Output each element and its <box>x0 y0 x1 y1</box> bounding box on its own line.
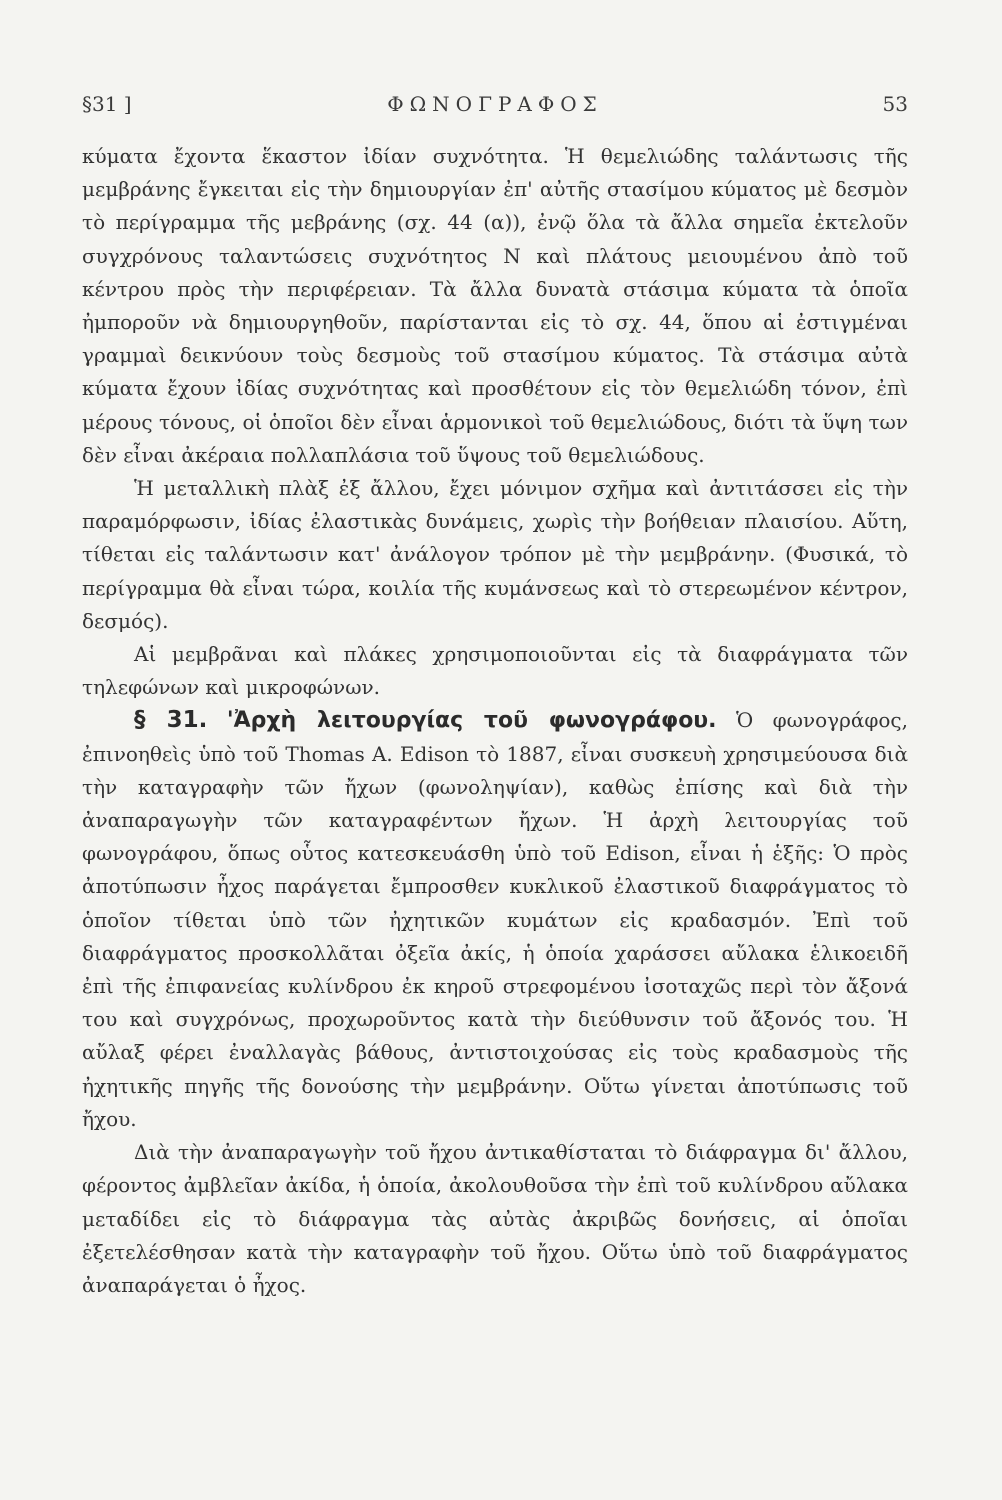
header-section-ref: §31 ] <box>82 92 132 116</box>
paragraph-continued: κύματα ἔχοντα ἕκαστον ἰδίαν συχνότητα. Ἡ θεμελιώδης ταλάντωσις τῆς μεμβράνης ἔγκειται εἰς τὴν δημιουργίαν ἐπ' αὐτῆς στασίμου κύματος μὲ δεσμὸν τὸ περίγραμμα τῆς μεβράνης (σχ. 44 (α)), ἐνῷ ὅλα τὰ ἄλλα σημεῖα ἐκτελοῦν συγχρόνους ταλαντώσεις συχνότητος N καὶ πλάτους μειουμένου ἀπὸ τοῦ κέντρου πρὸς τὴν περιφέρειαν. Τὰ ἄλλα δυνατὰ στάσιμα κύματα τὰ ὁποῖα ἠμποροῦν νὰ δημιουργηθοῦν, παρίστανται εἰς τὸ σχ. 44, ὅπου αἱ ἐστιγμέναι γραμμαὶ δεικνύουν τοὺς δεσμοὺς τοῦ στασίμου κύματος. Τὰ στάσιμα αὐτὰ κύματα ἔχουν ἰδίας συχνότητας καὶ προσθέτουν εἰς τὸν θεμελιώδη τόνον, ἐπὶ μέρους τόνους, οἱ ὁποῖοι δὲν εἶναι ἁρμονικοὶ τοῦ θεμελιώδους, διότι τὰ ὕψη των δὲν εἶναι ἀκέραια πολλαπλάσια τοῦ ὕψους τοῦ θεμελιώδους. <box>82 144 908 467</box>
paragraph-reproduction: Διὰ τὴν ἀναπαραγωγὴν τοῦ ἤχου ἀντικαθίσταται τὸ διάφραγμα δι' ἄλλου, φέροντος ἀμβλεῖαν ἀκίδα, ἡ ὁποία, ἀκολουθοῦσα τὴν ἐπὶ τοῦ κυλίνδρου αὔλακα μεταδίδει εἰς τὸ διάφραγμα τὰς αὐτὰς ἀκριβῶς δονήσεις, αἱ ὁποῖαι ἐξετελέσθησαν κατὰ τὴν καταγραφὴν τοῦ ἤχου. Οὕτω ὑπὸ τοῦ διαφράγματος ἀναπαράγεται ὁ ἦχος. <box>82 1140 908 1297</box>
header-title: ΦΩΝΟΓΡΑΦΟΣ <box>387 92 603 116</box>
paragraph-membranes: Αἱ μεμβρᾶναι καὶ πλάκες χρησιμοποιοῦνται εἰς τὰ διαφράγματα τῶν τηλεφώνων καὶ μικροφώνων. <box>82 642 908 700</box>
section-31-text: Ὁ φωνογράφος, ἐπινοηθεὶς ὑπὸ τοῦ Thomas A. Edison τὸ 1887, εἶναι συσκευὴ χρησιμεύουσα διὰ τὴν καταγραφὴν τῶν ἤχων (φωνοληψίαν), καθὼς ἐπίσης καὶ διὰ τὴν ἀναπαραγωγὴν τῶν καταγραφέντων ἤχων. Ἡ ἀρχὴ λειτουργίας τοῦ φωνογράφου, ὅπως οὗτος κατεσκευάσθη ὑπὸ τοῦ Edison, εἶναι ἡ ἑξῆς: Ὁ πρὸς ἀποτύπωσιν ἦχος παράγεται ἔμπροσθεν κυκλικοῦ ἐλαστικοῦ διαφράγματος τὸ ὁποῖον τίθεται ὑπὸ τῶν ἠχητικῶν κυμάτων εἰς κραδασμόν. Ἐπὶ τοῦ διαφράγματος προσκολλᾶται ὀξεῖα ἀκίς, ἡ ὁποία χαράσσει αὔλακα ἑλικοειδῆ ἐπὶ τῆς ἐπιφανείας κυλίνδρου ἐκ κηροῦ στρεφομένου ἰσοταχῶς περὶ τὸν ἄξονά του καὶ συγχρόνως, προχωροῦντος κατὰ τὴν διεύθυνσιν τοῦ ἄξονός του. Ἡ αὔλαξ φέρει ἐναλλαγὰς βάθους, ἀντιστοιχούσας εἰς τοὺς κραδασμοὺς τῆς ἠχητικῆς πηγῆς τῆς δονούσης τὴν μεμβράνην. Οὕτω γίνεται ἀποτύπωσις τοῦ ἤχου. <box>82 708 908 1131</box>
running-header <box>82 92 908 122</box>
paragraph-metal-plate: Ἡ μεταλλικὴ πλὰξ ἐξ ἄλλου, ἔχει μόνιμον σχῆμα καὶ ἀντιτάσσει εἰς τὴν παραμόρφωσιν, ἰδίας ἐλαστικὰς δυνάμεις, χωρὶς τὴν βοήθειαν πλαισίου. Αὕτη, τίθεται εἰς ταλάντωσιν κατ' ἀνάλογον τρόπον μὲ τὴν μεμβράνην. (Φυσικά, τὸ περίγραμμα θὰ εἶναι τώρα, κοιλία τῆς κυμάνσεως καὶ τὸ στερεωμένον κέντρον, δεσμός). <box>82 476 908 633</box>
page-number: 53 <box>882 92 908 116</box>
section-31-paragraph <box>82 704 908 1136</box>
section-symbol: § 31. <box>134 707 208 734</box>
page-body <box>82 140 908 1302</box>
section-heading: 'Ἀρχὴ λειτουργίας τοῦ φωνογράφου. <box>226 708 717 734</box>
